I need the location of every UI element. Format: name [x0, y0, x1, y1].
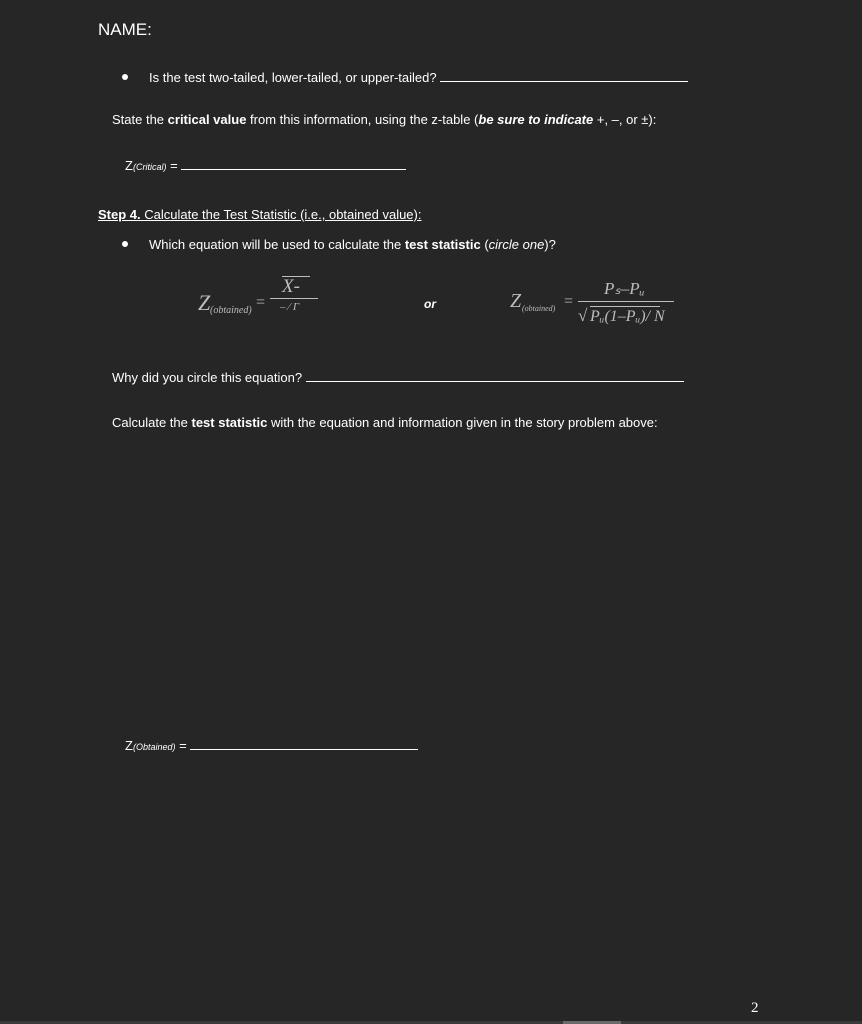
- page-number: 2: [751, 1000, 759, 1016]
- formula-mean[interactable]: [196, 276, 321, 326]
- which-equation-question: [149, 237, 556, 252]
- z-obtained-z: Z: [125, 738, 133, 753]
- bullet-tail-question: [122, 74, 128, 80]
- tail-question-text: Is the test two-tailed, lower-tailed, or upper-tailed?: [149, 70, 437, 85]
- formula1-denominator: – ⁄ Γ: [280, 301, 300, 313]
- z-critical-answer-line[interactable]: [181, 169, 406, 170]
- calculate-instruction: [112, 415, 658, 430]
- formula2-numerator: Pₛ–Pᵤ: [604, 279, 645, 298]
- formula-proportion[interactable]: [508, 276, 680, 332]
- formula1-z: Z: [198, 290, 211, 315]
- formula2-eq: =: [564, 293, 574, 310]
- which-eq-italic: circle one: [488, 237, 545, 252]
- why-answer-line[interactable]: [306, 381, 684, 382]
- critical-italic: be sure to indicate: [478, 112, 594, 127]
- z-critical-eq: =: [170, 158, 178, 173]
- critical-pre: State the: [112, 112, 168, 127]
- which-eq-bold: test statistic: [404, 237, 481, 252]
- calc-pre: Calculate the: [112, 415, 192, 430]
- sqrt-icon: √: [578, 306, 588, 325]
- formula2-fraction-bar: [578, 301, 674, 302]
- formula1-eq: =: [256, 294, 266, 311]
- formula1-numerator: X-: [282, 276, 300, 297]
- z-obtained-row: [125, 738, 418, 753]
- critical-bold: critical value: [167, 112, 247, 127]
- work-area[interactable]: [112, 440, 712, 730]
- tail-question: [149, 70, 688, 85]
- why-label: Why did you circle this equation?: [112, 370, 303, 385]
- formula1-sub: (obtained): [210, 305, 252, 316]
- why-circle-question: [112, 370, 684, 385]
- or-label: or: [424, 297, 436, 311]
- z-obtained-sub: (Obtained): [132, 742, 176, 752]
- z-obtained-eq: =: [179, 738, 187, 753]
- tail-answer-line[interactable]: [440, 81, 688, 82]
- sqrt-overline: [590, 306, 660, 307]
- formula2-z: Z: [510, 290, 522, 312]
- step4-heading: [98, 207, 421, 222]
- formula2-sub: (obtained): [522, 304, 556, 313]
- calc-bold: test statistic: [191, 415, 268, 430]
- critical-value-instruction: [112, 112, 656, 127]
- z-obtained-answer-line[interactable]: [190, 749, 418, 750]
- step4-text: Calculate the Test Statistic (i.e., obtained value):: [140, 207, 422, 222]
- z-critical-z: Z: [125, 158, 133, 173]
- which-eq-pre: Which equation will be used to calculate the: [149, 237, 405, 252]
- z-critical-sub: (Critical): [132, 162, 167, 172]
- which-eq-post: )?: [544, 237, 556, 252]
- critical-mid: from this information, using the z-table (: [246, 112, 479, 127]
- critical-post: +, –, or ±):: [593, 112, 657, 127]
- name-label: NAME:: [98, 20, 152, 39]
- formula1-fraction-bar: [270, 298, 318, 299]
- step4-bold: Step 4.: [98, 207, 141, 222]
- formula2-denominator: Pᵤ(1–Pᵤ)/ N: [590, 308, 665, 325]
- z-critical-row: [125, 158, 406, 173]
- bullet-which-equation: [122, 241, 128, 247]
- which-eq-mid: (: [480, 237, 489, 252]
- calc-post: with the equation and information given in the story problem above:: [267, 415, 658, 430]
